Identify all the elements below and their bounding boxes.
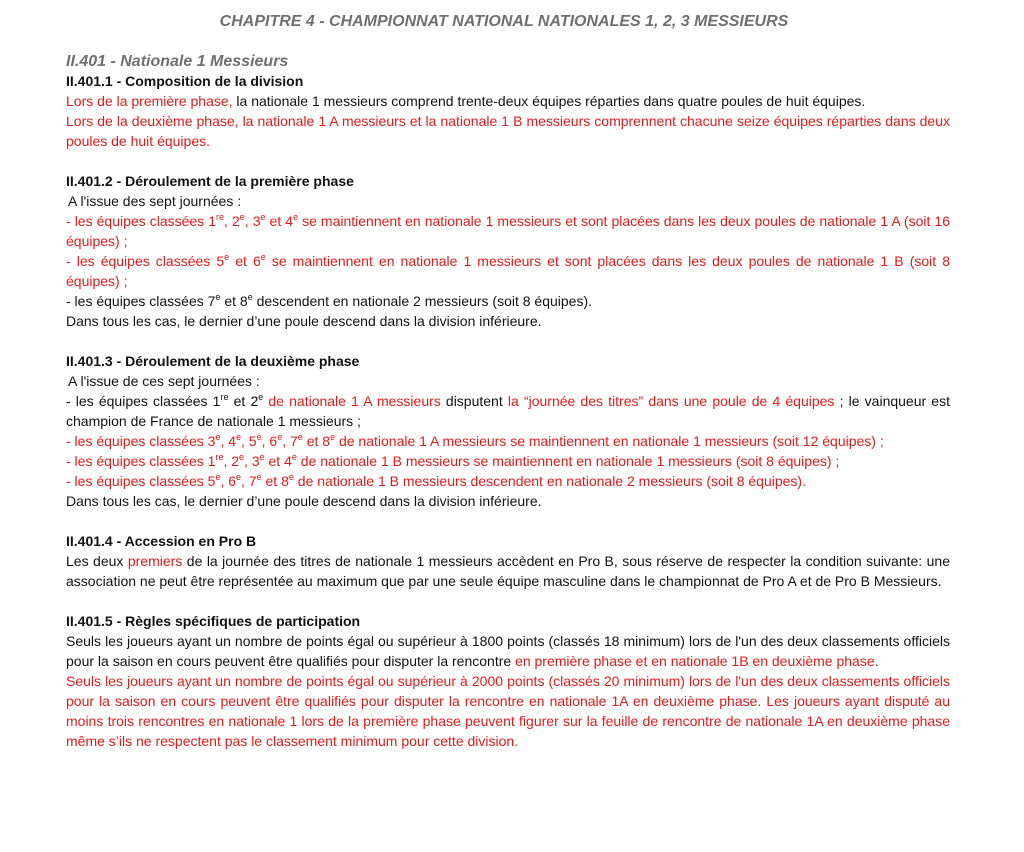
- section-title: II.401 - Nationale 1 Messieurs: [66, 53, 289, 70]
- first-phase-bullet-1: - les équipes classées 1re, 2e, 3e et 4e se maintiennent en nationale 1 messieurs et sont placées dans les deux poules de nationale 1 A (soit 16 équipes) ;: [66, 212, 950, 249]
- first-phase-closing: Dans tous les cas, le dernier d’une poule descend dans la division inférieure.: [66, 313, 542, 329]
- second-phase-intro: A l'issue de ces sept journées :: [68, 373, 260, 389]
- chapter-title: CHAPITRE 4 - CHAMPIONNAT NATIONAL NATIONALES 1, 2, 3 MESSIEURS: [219, 13, 789, 30]
- composition-paragraph-1: [66, 91, 950, 111]
- second-phase-bullet-3: - les équipes classées 1re, 2e, 3e et 4e de nationale 1 B messieurs se maintiennent en nationale 1 messieurs (soit 8 équipes) ;: [66, 452, 840, 469]
- heading-participation: II.401.5 - Règles spécifiques de participation: [66, 613, 361, 629]
- second-phase-bullet-4: - les équipes classées 5e, 6e, 7e et 8e de nationale 1 B messieurs descendent en nationale 2 messieurs (soit 8 équipes).: [66, 472, 806, 489]
- second-phase-closing: Dans tous les cas, le dernier d’une poule descend dans la division inférieure.: [66, 493, 542, 509]
- document-page: [66, 10, 950, 751]
- heading-first-phase: II.401.2 - Déroulement de la première phase: [66, 173, 354, 189]
- second-phase-bullet-2: - les équipes classées 3e, 4e, 5e, 6e, 7e et 8e de nationale 1 A messieurs se maintiennent en nationale 1 messieurs (soit 12 équipes) ;: [66, 432, 884, 449]
- accession-paragraph: Les deux premiers de la journée des titres de nationale 1 messieurs accèdent en Pro B, sous réserve de respecter la condition suivante: une association ne peut être représentée au maximum que par une seule équipe masculine dans le championnat de Pro A et de Pro B Messieurs.: [66, 553, 950, 589]
- heading-composition: II.401.1 - Composition de la division: [66, 73, 304, 89]
- participation-paragraph-2: Seuls les joueurs ayant un nombre de points égal ou supérieur à 2000 points (classés 20 minimum) lors de l'un des deux classements officiels pour la saison en cours peuvent être qualifiés pour disputer la rencontre en nationale 1A en deuxième phase. Les joueurs ayant disputé au moins trois rencontres en nationale 1 lors de la première phase peuvent figurer sur la feuille de rencontre de nationale 1A en deuxième phase même s’ils ne respectent pas le classement minimum pour cette division.: [66, 673, 950, 749]
- first-phase-bullet-2: - les équipes classées 5e et 6e se maintiennent en nationale 1 messieurs et sont placées dans les deux poules de nationale 1 B (soit 8 équipes) ;: [66, 252, 950, 289]
- first-phase-intro: A l'issue des sept journées :: [68, 193, 242, 209]
- heading-second-phase: II.401.3 - Déroulement de la deuxième phase: [66, 353, 360, 369]
- text: la nationale 1 messieurs comprend trente-deux équipes réparties dans quatre poules de huit équipes.: [232, 93, 866, 109]
- composition-paragraph-2: Lors de la deuxième phase, la nationale 1 A messieurs et la nationale 1 B messieurs comprennent chacune seize équipes réparties dans deux poules de huit équipes.: [66, 113, 950, 149]
- heading-accession: II.401.4 - Accession en Pro B: [66, 533, 257, 549]
- participation-paragraph-1: Seuls les joueurs ayant un nombre de points égal ou supérieur à 1800 points (classés 18 minimum) lors de l'un des deux classements officiels pour la saison en cours peuvent être qualifiés pour disputer la rencontre en première phase et en nationale 1B en deuxième phase.: [66, 633, 950, 669]
- second-phase-bullet-1: - les équipes classées 1re et 2e de nationale 1 A messieurs disputent la “journée des titres” dans une poule de 4 équipes ; le vainqueur est champion de France de nationale 1 messieurs ;: [66, 392, 950, 429]
- first-phase-bullet-3: - les équipes classées 7e et 8e descendent en nationale 2 messieurs (soit 8 équipes).: [66, 292, 593, 309]
- text-red: Lors de la première phase,: [66, 93, 233, 109]
